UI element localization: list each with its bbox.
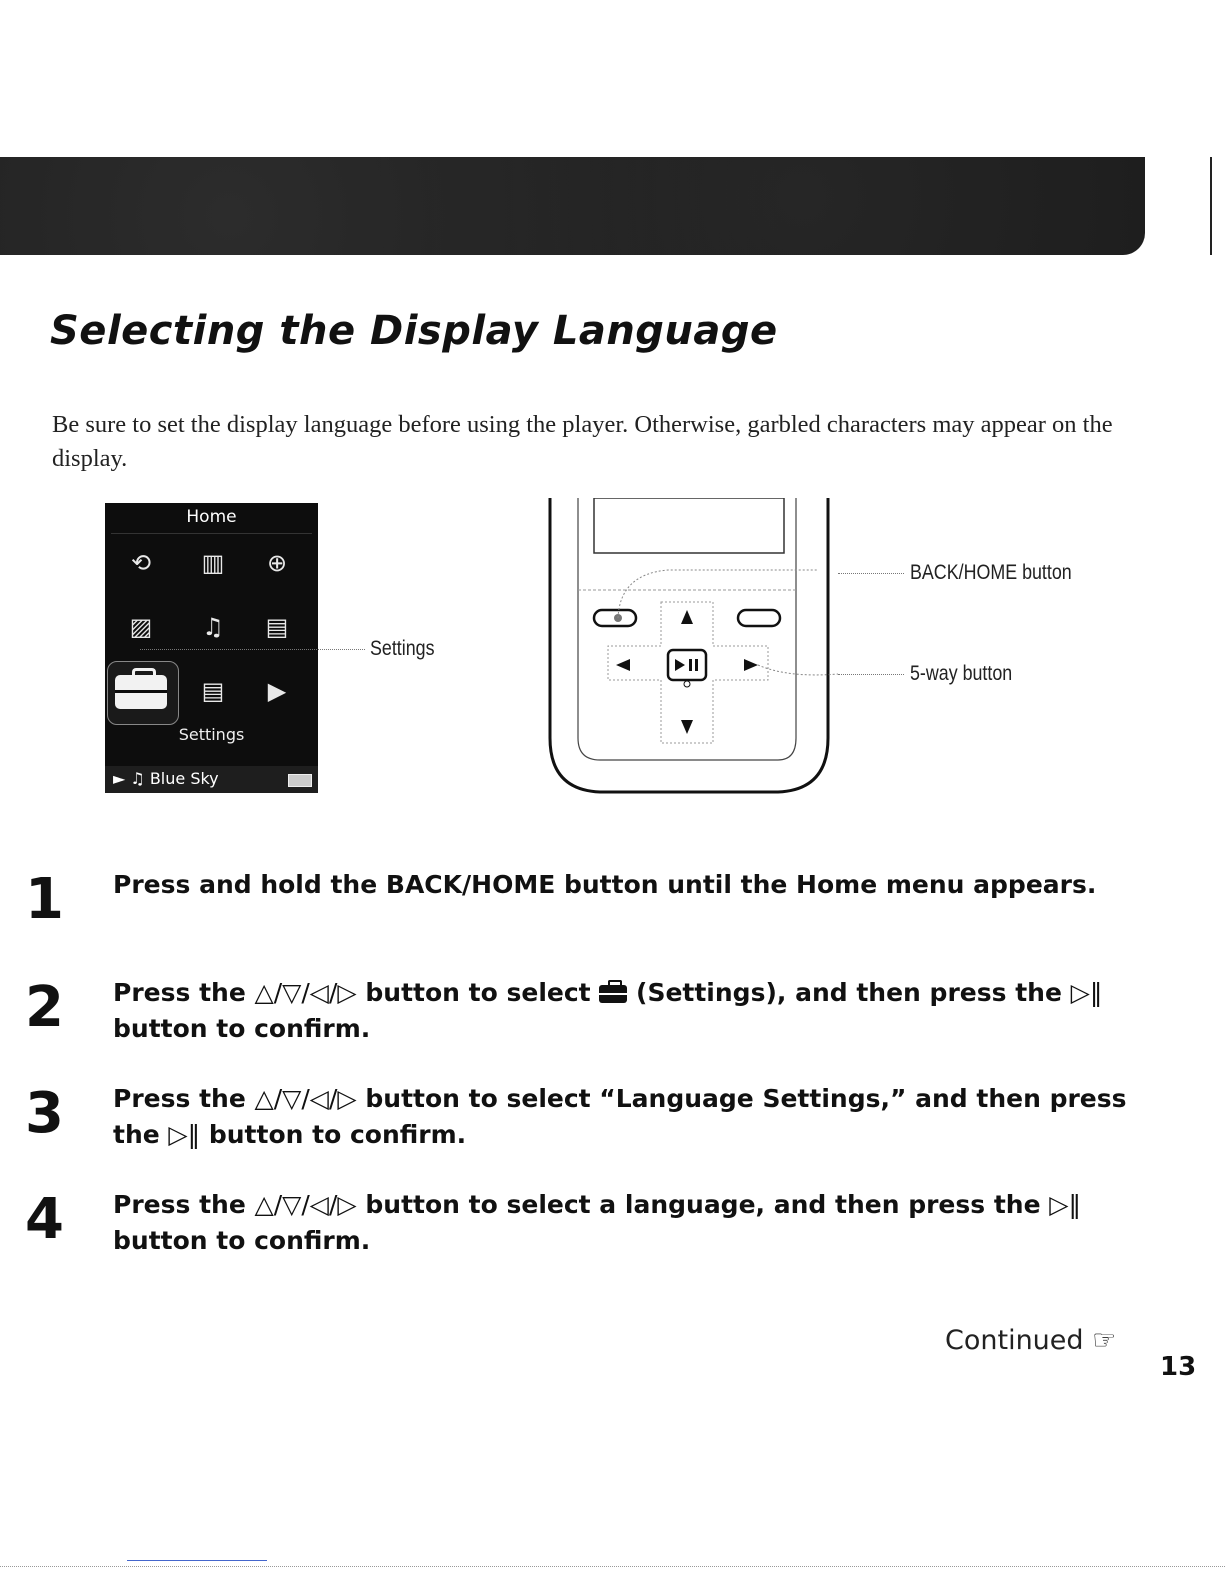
battery-icon — [288, 774, 312, 787]
home-menu-screen — [105, 503, 318, 793]
header-band — [0, 157, 1145, 255]
step-number: 2 — [25, 975, 64, 1040]
player-device-illustration — [538, 498, 838, 803]
page-edge-line — [1210, 157, 1212, 255]
footer-underline — [127, 1560, 267, 1561]
arrow-symbols: △/▽/◁/▷ — [254, 1190, 357, 1219]
video-icon: ▤ — [265, 613, 289, 641]
option-button — [738, 610, 780, 626]
five-way-leader-line — [838, 674, 904, 675]
up-arrow-icon — [681, 610, 693, 624]
play-pause-symbol: ▷‖ — [1070, 978, 1103, 1007]
page-title: Selecting the Display Language — [50, 308, 778, 354]
settings-icon — [599, 985, 627, 1003]
fm-radio-icon: ▥ — [201, 549, 225, 577]
step-number: 3 — [25, 1081, 64, 1146]
play-pause-button — [668, 650, 706, 680]
now-playing-bar — [105, 766, 318, 793]
arrow-symbols: △/▽/◁/▷ — [254, 978, 357, 1007]
step-text: Press the △/▽/◁/▷ button to select a language, and then press the ▷‖ button to confirm. — [113, 1190, 1081, 1255]
settings-leader-line — [140, 649, 365, 650]
five-way-callout: 5-way button — [910, 662, 1013, 685]
right-arrow-icon — [744, 659, 758, 671]
left-arrow-icon — [616, 659, 630, 671]
intro-paragraph: Be sure to set the display language before using the player. Otherwise, garbled characters may appear on the display. — [52, 411, 1113, 472]
play-pause-symbol: ▷‖ — [1049, 1190, 1081, 1219]
down-arrow-icon — [681, 720, 693, 734]
device-outline — [550, 498, 828, 792]
footer-rule — [0, 1566, 1225, 1567]
playlist-icon: ▤ — [201, 677, 225, 705]
intelligent-shuffle-icon: ⟲ — [130, 549, 152, 577]
play-pause-symbol: ▷‖ — [168, 1120, 201, 1149]
back-home-callout: BACK/HOME button — [910, 561, 1072, 584]
home-screen-title: Home — [186, 507, 237, 527]
step-number: 4 — [25, 1187, 64, 1252]
search-icon: ⊕ — [266, 549, 288, 577]
step-text: Press the △/▽/◁/▷ button to select (Settings), and then press the ▷‖ button to confirm. — [113, 978, 1103, 1043]
home-screen-caption: Settings — [178, 725, 245, 744]
home-screen-divider — [111, 533, 312, 534]
step-text: Press the △/▽/◁/▷ button to select “Language Settings,” and then press the ▷‖ button to confirm. — [113, 1084, 1127, 1149]
back-home-leader-line — [838, 573, 904, 574]
page-number: 13 — [1160, 1352, 1197, 1382]
continued-label: Continued ☞ — [945, 1325, 1117, 1356]
settings-callout: Settings — [370, 637, 435, 660]
now-playing-icon: ▶ — [267, 677, 287, 705]
settings-icon — [115, 675, 167, 709]
photo-icon: ▨ — [129, 613, 153, 641]
step-number: 1 — [25, 867, 64, 932]
arrow-symbols: △/▽/◁/▷ — [254, 1084, 357, 1113]
step-text: Press and hold the BACK/HOME button until the Home menu appears. — [113, 870, 1097, 899]
music-icon: ♫ — [202, 613, 224, 641]
now-playing-text: ► ♫ Blue Sky — [113, 769, 219, 788]
device-screen — [594, 498, 784, 553]
